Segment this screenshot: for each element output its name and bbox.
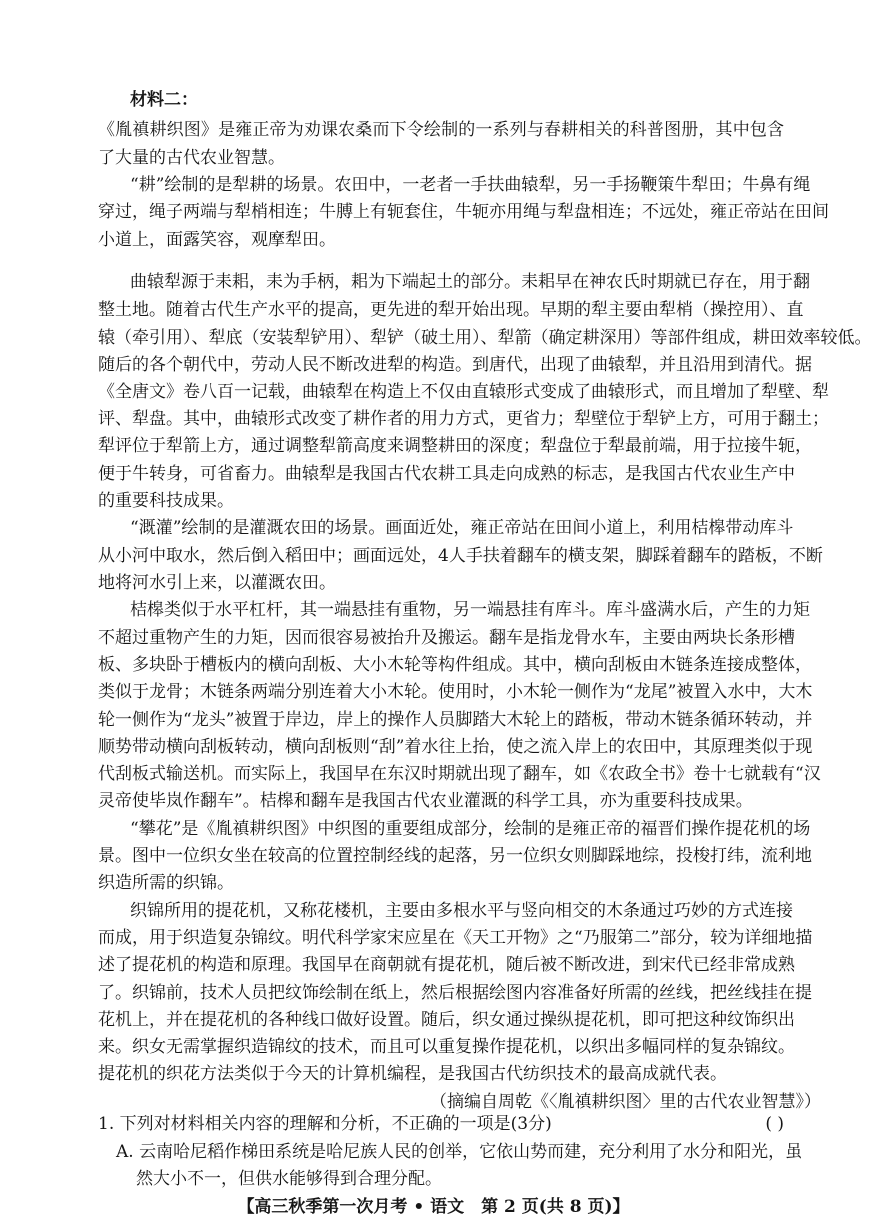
option-a-line: 然大小不一，但供水能够得到合理分配。 xyxy=(136,1169,442,1189)
text-line: 小道上，面露笑容，观摩犁田。 xyxy=(98,230,336,250)
text-line: 从小河中取水，然后倒入稻田中；画面远处，4人手扶着翻车的横支架，脚踩着翻车的踏板，不断 xyxy=(98,546,823,566)
text-line: 述了提花机的构造和原理。我国早在商朝就有提花机，随后被不断改进，到宋代已经非常成熟 xyxy=(98,955,795,975)
text-line: 织造所需的织锦。 xyxy=(98,873,234,893)
text-line: 织锦所用的提花机，又称花楼机，主要由多根水平与竖向相交的木条通过巧妙的方式连接 xyxy=(130,901,793,921)
text-line: 曲辕犁源于耒耜，耒为手柄，耜为下端起土的部分。耒耜早在神农氏时期就已存在，用于翻 xyxy=(130,272,810,292)
text-line: 花机上，并在提花机的各种线口做好设置。随后，织女通过操纵提花机，即可把这种纹饰织出 xyxy=(98,1010,795,1030)
text-line: 穿过，绳子两端与犁梢相连；牛膊上有轭套住，牛轭亦用绳与犁盘相连；不远处，雍正帝站在田间 xyxy=(98,202,829,222)
text-line: 了大量的古代农业智慧。 xyxy=(98,148,285,168)
text-line: 辕（牵引用）、犁底（安装犁铲用）、犁铲（破土用）、犁箭（确定耕深用）等部件组成，耕田效率较低。 xyxy=(98,328,872,348)
text-line: 景。图中一位织女坐在较高的位置控制经线的起落，另一位织女则脚踩地综，投梭打纬，流利地 xyxy=(98,846,812,866)
text-line: 板、多块卧于槽板内的横向刮板、大小木轮等构件组成。其中，横向刮板由木链条连接成整体， xyxy=(98,655,812,675)
question-1 xyxy=(98,1113,784,1135)
text-line: 代刮板式输送机。而实际上，我国早在东汉时期就出现了翻车，如《农政全书》卷十七就载有“汉 xyxy=(98,764,821,784)
text-line: “溉灌”绘制的是灌溉农田的场景。画面近处，雍正帝站在田间小道上，利用桔槔带动库斗 xyxy=(130,518,794,538)
text-line: 了。织锦前，技术人员把纹饰绘制在纸上，然后根据绘图内容准备好所需的丝线，把丝线挂在提 xyxy=(98,983,812,1003)
text-line: “攀花”是《胤禛耕织图》中织图的重要组成部分，绘制的是雍正帝的福晋们操作提花机的场 xyxy=(130,819,811,839)
page-footer: 【高三秋季第一次月考 • 语文 第 2 页(共 8 页)】 xyxy=(237,1197,630,1217)
text-line: “耕”绘制的是犁耕的场景。农田中，一老者一手扶曲辕犁，另一手扬鞭策牛犁田；牛鼻有绳 xyxy=(130,175,811,195)
text-line: 不超过重物产生的力矩，因而很容易被抬升及搬运。翻车是指龙骨水车，主要由两块长条形槽 xyxy=(98,628,795,648)
text-line: 犁评位于犁箭上方，通过调整犁箭高度来调整耕田的深度；犁盘位于犁最前端，用于拉接牛轭， xyxy=(98,436,812,456)
question-1-text: 1. 下列对材料相关内容的理解和分析，不正确的一项是(3分) xyxy=(98,1114,552,1134)
text-line: 便于牛转身，可省畜力。曲辕犁是我国古代农耕工具走向成熟的标志，是我国古代农业生产中 xyxy=(98,464,795,484)
text-line: 顺势带动横向刮板转动，横向刮板则“刮”着水往上抬，使之流入岸上的农田中，其原理类似于现 xyxy=(98,737,813,757)
answer-blank: ( ) xyxy=(765,1114,784,1134)
text-line: 整土地。随着古代生产水平的提高，更先进的犁开始出现。早期的犁主要由犁梢（操控用）、直 xyxy=(98,300,804,320)
text-line: 提花机的织花方法类似于今天的计算机编程，是我国古代纺织技术的最高成就代表。 xyxy=(98,1064,727,1084)
text-line: 轮一侧作为“龙头”被置于岸边，岸上的操作人员脚踏大木轮上的踏板，带动木链条循环转动，并 xyxy=(98,710,813,730)
text-line: 《胤禛耕织图》是雍正帝为劝课农桑而下令绘制的一系列与春耕相关的科普图册，其中包含 xyxy=(98,120,784,140)
text-line: 评、犁盘。其中，曲辕形式改变了耕作者的用力方式，更省力；犁壁位于犁铲上方，可用于翻土； xyxy=(98,409,829,429)
text-line: 而成，用于织造复杂锦纹。明代科学家宋应星在《天工开物》之“乃服第二”部分，较为详细地描 xyxy=(98,928,813,948)
text-line: 桔槔类似于水平杠杆，其一端悬挂有重物，另一端悬挂有库斗。库斗盛满水后，产生的力矩 xyxy=(130,600,810,620)
text-line: 来。织女无需掌握织造锦纹的技术，而且可以重复操作提花机，以织出多幅同样的复杂锦纹。 xyxy=(98,1037,795,1057)
source-citation: （摘编自周乾《〈胤禛耕织图〉里的古代农业智慧》） xyxy=(430,1092,821,1112)
material-heading: 材料二： xyxy=(130,90,198,110)
option-a-line: A. 云南哈尼稻作梯田系统是哈尼族人民的创举，它依山势而建，充分利用了水分和阳光，虽 xyxy=(116,1142,803,1162)
text-line: 类似于龙骨；木链条两端分别连着大小木轮。使用时，小木轮一侧作为“龙尾”被置入水中，大木 xyxy=(98,682,813,702)
text-line: 的重要科技成果。 xyxy=(98,491,234,511)
text-line: 灵帝使毕岚作翻车”。桔槔和翻车是我国古代农业灌溉的科学工具，亦为重要科技成果。 xyxy=(98,791,753,811)
text-line: 随后的各个朝代中，劳动人民不断改进犁的构造。到唐代，出现了曲辕犁，并且沿用到清代。据 xyxy=(98,355,812,375)
text-line: 地将河水引上来，以灌溉农田。 xyxy=(98,573,336,593)
text-line: 《全唐文》卷八百一记载，曲辕犁在构造上不仅由直辕形式变成了曲辕形式，而且增加了犁壁、犁 xyxy=(98,382,829,402)
